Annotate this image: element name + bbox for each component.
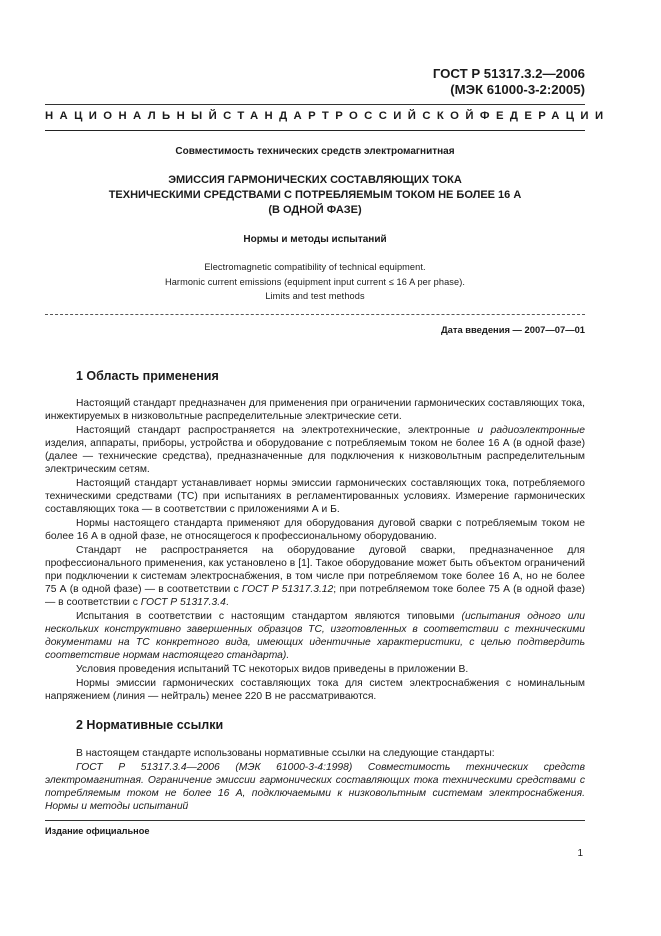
banner-word: РОССИЙСКОЙ — [335, 110, 480, 122]
paragraph: В настоящем стандарте использованы нормативные ссылки на следующие стандарты: — [76, 748, 495, 759]
english-title-line: Limits and test methods — [265, 291, 365, 301]
section-2-heading: 2 Нормативные ссылки — [76, 718, 224, 732]
paragraph: Нормы эмиссии гармонических составляющих тока для систем электроснабжения с номинальным напряжением (линия — нейтраль) менее 220 В не рассматриваются. — [45, 678, 585, 703]
paragraph: Настоящий стандарт предназначен для применения при ограничении гармонических составляющих тока, инжектируемых в низковольтные распределительные электрические сети. — [45, 398, 585, 422]
official-edition-label: Издание официальное — [45, 826, 150, 836]
standard-reference: ГОСТ Р 51317.3.12 — [241, 583, 334, 595]
header-rule — [45, 104, 585, 105]
banner-word: СТАНДАРТ — [223, 110, 336, 122]
iec-code: (МЭК 61000-3-2:2005) — [450, 82, 585, 97]
paragraph — [45, 545, 585, 610]
text-run: ; при потребляемом токе более 75 А (в одной фазе) — в соответствии с — [45, 583, 585, 608]
paragraph — [45, 611, 585, 663]
english-title-line: Harmonic current emissions (equipment input current ≤ 16 A per phase). — [164, 276, 466, 287]
english-title — [45, 260, 585, 304]
page-number: 1 — [577, 848, 583, 859]
standard-reference: ГОСТ Р 51317.3.4 — [140, 596, 226, 608]
italic-run: ГОСТ Р 51317.3.4—2006 (МЭК 61000-3-4:1998) Совместимость технических средств электромагнитная. Ограничение эмиссии гармонических составляющих тока техническими средствами с потребляемым током не более 16 А, подключаемыми к низковольтным системам электроснабжения. Нормы и методы испытаний — [45, 762, 585, 812]
section-1-body — [45, 398, 585, 705]
text-run: изделия, аппараты, приборы, устройства и оборудование с потребляемым током не более 16 А (в одной фазе) (далее — технические средства), предназначенные для подключения к низковольтным распределительным электрическим сетям. — [45, 438, 585, 475]
footer-rule — [45, 820, 585, 821]
paragraph: Настоящий стандарт устанавливает нормы эмиссии гармонических составляющих тока, потребляемого техническими средствами (ТС) при испытаниях в регламентированных условиях. Измерение гармонических составляющих тока — в соответствии с приложениями А и Б. — [45, 478, 585, 515]
main-title — [45, 173, 585, 218]
english-title-line: Electromagnetic compatibility of technical equipment. — [204, 262, 426, 272]
national-standard-banner — [45, 110, 610, 122]
italic-run: и радиоэлектронные — [477, 425, 585, 437]
introduction-date: Дата введения — 2007—07—01 — [440, 324, 585, 335]
text-run: Настоящий стандарт распространяется на электротехнические, электронные — [76, 425, 478, 437]
text-run: Стандарт не распространяется на оборудование дуговой сварки, предназначенное для профессионального применения, как установлено в [1]. Такое оборудование может быть объектом ограничений при подключении к системам электроснабжения, в том числе при потребляемом токе более 16 А, но не более 75 А (в одной фазе) — в соответствии с — [45, 545, 585, 595]
standard-code-block — [433, 66, 585, 98]
paragraph: Условия проведения испытаний ТС некоторых видов приведены в приложении В. — [76, 663, 469, 675]
banner-rule — [45, 130, 585, 131]
text-run: . — [225, 596, 229, 608]
banner-word: ФЕДЕРАЦИИ — [479, 110, 610, 122]
compatibility-title: Совместимость технических средств электромагнитная — [175, 146, 455, 157]
standard-code: ГОСТ Р 51317.3.2—2006 — [432, 66, 585, 81]
reference-entry — [45, 762, 585, 814]
section-1-heading: 1 Область применения — [76, 369, 219, 383]
main-title-line: (В ОДНОЙ ФАЗЕ) — [268, 204, 362, 216]
section-2-body — [45, 748, 585, 814]
main-title-line: ТЕХНИЧЕСКИМИ СРЕДСТВАМИ С ПОТРЕБЛЯЕМЫМ ТОКОМ НЕ БОЛЕЕ 16 А — [108, 189, 522, 201]
main-title-line: ЭМИССИЯ ГАРМОНИЧЕСКИХ СОСТАВЛЯЮЩИХ ТОКА — [168, 174, 462, 186]
paragraph: Нормы настоящего стандарта применяют для оборудования дуговой сварки с потребляемым током не более 16 А в одной фазе, не относящегося к профессиональному оборудованию. — [45, 518, 585, 542]
italic-run: (испытания одного или нескольких конструктивно завершенных образцов ТС, изготовленных в соответствии с техническими документами на ТС конкретного вида, имеющих идентичные характеристики, с целью подтвердить соответствие нормам настоящего стандарта). — [45, 610, 585, 661]
title-rule — [45, 314, 585, 315]
text-run: Испытания в соответствии с настоящим стандартом являются типовыми — [76, 610, 462, 622]
banner-word: НАЦИОНАЛЬНЫЙ — [45, 110, 224, 122]
subtitle: Нормы и методы испытаний — [243, 234, 387, 245]
paragraph — [45, 425, 585, 477]
